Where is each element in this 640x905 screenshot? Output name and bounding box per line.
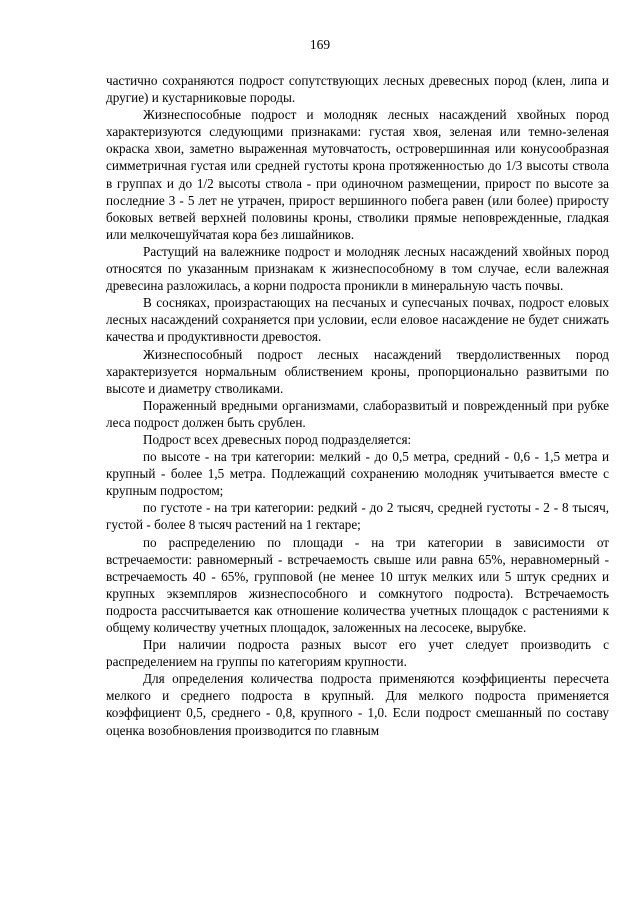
paragraph: Жизнеспособный подрост лесных насаждений твердолиственных пород характеризуется нормальным облиствением кроны, пропорционально развитыми по высоте и диаметру стволиками.	[106, 346, 609, 396]
body-text	[106, 72, 609, 739]
paragraph: В сосняках, произрастающих на песчаных и супесчаных почвах, подрост еловых лесных насаждений сохраняется при условии, если еловое насаждение не будет снижать качества и продуктивности древостоя.	[106, 295, 609, 345]
paragraph: При наличии подроста разных высот его учет следует производить с распределением на группы по категориям крупности.	[106, 637, 609, 670]
paragraph: частично сохраняются подрост сопутствующих лесных древесных пород (клен, липа и другие) и кустарниковые породы.	[106, 73, 609, 106]
page-number: 169	[309, 37, 331, 52]
paragraph: по высоте - на три категории: мелкий - до 0,5 метра, средний - 0,6 - 1,5 метра и крупный - более 1,5 метра. Подлежащий сохранению молодняк учитывается вместе с крупным подростом;	[106, 449, 609, 499]
paragraph: Жизнеспособные подрост и молодняк лесных насаждений хвойных пород характеризуются следующими признаками: густая хвоя, зеленая или темно-зеленая окраска хвои, заметно выраженная мутовчатость, островершинная или конусообразная симметричная густая или средней густоты крона протяженностью до 1/3 высоты ствола в группах и до 1/2 высоты ствола - при одиночном размещении, прирост по высоте за последние 3 - 5 лет не утрачен, прирост вершинного побега равен (или более) приросту боковых ветвей верхней половины кроны, стволики прямые неповрежденные, гладкая или мелкочешуйчатая кора без лишайников.	[106, 107, 609, 242]
paragraph: Для определения количества подроста применяются коэффициенты пересчета мелкого и среднего подроста в крупный. Для мелкого подроста применяется коэффициент 0,5, среднего - 0,8, крупного - 1,0. Если подрост смешанный по составу оценка возобновления производится по главным	[106, 671, 609, 738]
paragraph: Подрост всех древесных пород подразделяется:	[143, 431, 412, 447]
paragraph: Растущий на валежнике подрост и молодняк лесных насаждений хвойных пород относятся по указанным признакам к жизнеспособному в том случае, если валежная древесина разложилась, а корни подроста проникли в минеральную часть почвы.	[106, 243, 609, 294]
paragraph: Пораженный вредными организмами, слаборазвитый и поврежденный при рубке леса подрост должен быть срублен.	[106, 397, 609, 430]
paragraph: по густоте - на три категории: редкий - до 2 тысяч, средней густоты - 2 - 8 тысяч, густой - более 8 тысяч растений на 1 гектаре;	[106, 500, 609, 533]
paragraph: по распределению по площади - на три категории в зависимости от встречаемости: равномерный - встречаемость свыше или равна 65%, неравномерный - встречаемость 40 - 65%, групповой (не менее 10 штук мелких или 5 штук средних и крупных экземпляров жизнеспособного и сомкнутого подроста). Встречаемость подроста рассчитывается как отношение количества учетных площадок с растениями к общему количеству учетных площадок, заложенных на лесосеке, вырубке.	[106, 534, 609, 635]
